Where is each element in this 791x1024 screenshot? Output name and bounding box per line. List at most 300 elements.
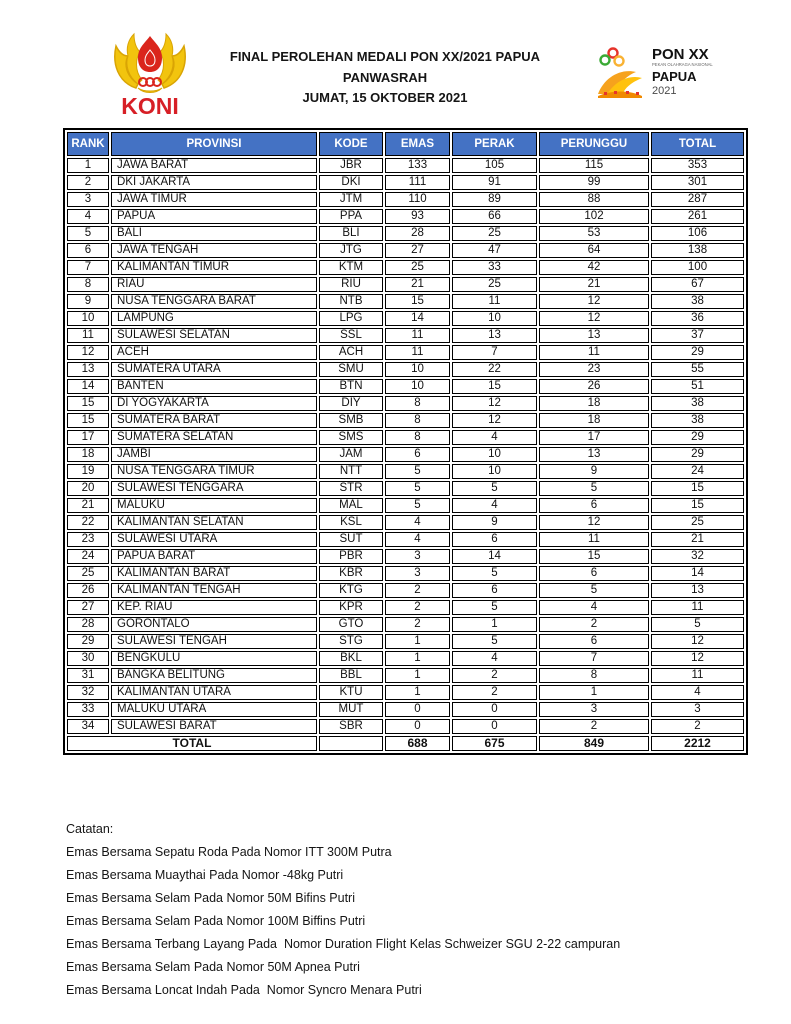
cell-total: 25 [651,515,744,530]
cell-rank: 10 [67,311,109,326]
cell-provinsi: MALUKU UTARA [111,702,317,717]
cell-perunggu: 11 [539,345,649,360]
cell-perak: 66 [452,209,537,224]
cell-perak: 0 [452,702,537,717]
total-total: 2212 [651,736,744,751]
cell-perak: 5 [452,634,537,649]
cell-emas: 1 [385,685,450,700]
cell-emas: 3 [385,549,450,564]
cell-kode: JAM [319,447,383,462]
table-row [67,294,744,309]
cell-kode: STG [319,634,383,649]
notes-list [66,841,746,1002]
cell-kode: MUT [319,702,383,717]
cell-provinsi: JAWA TIMUR [111,192,317,207]
cell-perak: 25 [452,226,537,241]
table-row [67,175,744,190]
cell-total: 106 [651,226,744,241]
cell-perak: 6 [452,532,537,547]
cell-perunggu: 18 [539,413,649,428]
table-row [67,702,744,717]
cell-emas: 5 [385,498,450,513]
cell-total: 11 [651,668,744,683]
cell-perak: 13 [452,328,537,343]
cell-provinsi: KALIMANTAN TENGAH [111,583,317,598]
cell-perak: 12 [452,413,537,428]
cell-perak: 5 [452,600,537,615]
cell-kode: BTN [319,379,383,394]
cell-total: 11 [651,600,744,615]
cell-total: 287 [651,192,744,207]
note-line: Emas Bersama Selam Pada Nomor 50M Bifins Putri [66,891,355,905]
table-row [67,226,744,241]
cell-total: 2 [651,719,744,734]
notes-heading: Catatan: [66,822,114,836]
cell-total: 4 [651,685,744,700]
cell-perunggu: 9 [539,464,649,479]
cell-emas: 14 [385,311,450,326]
cell-emas: 1 [385,668,450,683]
cell-provinsi: JAWA TENGAH [111,243,317,258]
total-perak: 675 [452,736,537,751]
cell-emas: 1 [385,651,450,666]
cell-emas: 21 [385,277,450,292]
cell-rank: 24 [67,549,109,564]
cell-emas: 5 [385,481,450,496]
total-label: TOTAL [67,736,317,751]
cell-total: 67 [651,277,744,292]
cell-emas: 111 [385,175,450,190]
cell-rank: 20 [67,481,109,496]
cell-total: 15 [651,481,744,496]
table-row [67,668,744,683]
cell-rank: 4 [67,209,109,224]
cell-kode: BBL [319,668,383,683]
cell-emas: 27 [385,243,450,258]
cell-rank: 28 [67,617,109,632]
total-perunggu: 849 [539,736,649,751]
cell-total: 12 [651,651,744,666]
cell-total: 37 [651,328,744,343]
cell-kode: KTM [319,260,383,275]
table-row [67,583,744,598]
note-line: Emas Bersama Loncat Indah Pada Nomor Syncro Menara Putri [66,983,422,997]
cell-provinsi: NUSA TENGGARA BARAT [111,294,317,309]
column-header-kode: KODE [319,132,383,156]
cell-perunggu: 12 [539,311,649,326]
cell-perunggu: 102 [539,209,649,224]
cell-total: 51 [651,379,744,394]
cell-perunggu: 23 [539,362,649,377]
cell-rank: 19 [67,464,109,479]
cell-kode: KPR [319,600,383,615]
cell-perunggu: 6 [539,498,649,513]
cell-emas: 11 [385,345,450,360]
cell-emas: 8 [385,396,450,411]
cell-rank: 3 [67,192,109,207]
cell-provinsi: SUMATERA UTARA [111,362,317,377]
cell-total: 3 [651,702,744,717]
cell-perak: 6 [452,583,537,598]
table-row [67,379,744,394]
cell-rank: 5 [67,226,109,241]
cell-kode: GTO [319,617,383,632]
cell-emas: 4 [385,532,450,547]
cell-emas: 2 [385,583,450,598]
koni-logo-text: KONI [121,93,179,119]
column-header-provinsi: PROVINSI [111,132,317,156]
cell-perak: 7 [452,345,537,360]
cell-total: 261 [651,209,744,224]
cell-emas: 10 [385,362,450,377]
cell-provinsi: SULAWESI TENGAH [111,634,317,649]
table-row [67,243,744,258]
cell-total: 14 [651,566,744,581]
note-line: Emas Bersama Muaythai Pada Nomor -48kg Putri [66,868,344,882]
cell-rank: 17 [67,430,109,445]
table-row [67,362,744,377]
medal-table [63,128,748,755]
cell-provinsi: RIAU [111,277,317,292]
cell-perak: 91 [452,175,537,190]
table-row [67,328,744,343]
cell-kode: SMB [319,413,383,428]
cell-emas: 1 [385,634,450,649]
total-emas: 688 [385,736,450,751]
column-header-emas: EMAS [385,132,450,156]
cell-perunggu: 2 [539,617,649,632]
cell-rank: 8 [67,277,109,292]
table-row [67,651,744,666]
cell-kode: RIU [319,277,383,292]
cell-emas: 8 [385,430,450,445]
medal-table-body [67,158,744,751]
cell-perunggu: 12 [539,294,649,309]
cell-rank: 9 [67,294,109,309]
cell-rank: 33 [67,702,109,717]
cell-perak: 9 [452,515,537,530]
table-row [67,396,744,411]
cell-perak: 0 [452,719,537,734]
cell-provinsi: BANGKA BELITUNG [111,668,317,683]
cell-emas: 4 [385,515,450,530]
cell-rank: 6 [67,243,109,258]
cell-perunggu: 115 [539,158,649,173]
cell-kode: JTG [319,243,383,258]
cell-kode: SMU [319,362,383,377]
cell-perak: 1 [452,617,537,632]
cell-perak: 10 [452,311,537,326]
note-line: Emas Bersama Sepatu Roda Pada Nomor ITT 300M Putra [66,845,392,859]
cell-perunggu: 99 [539,175,649,190]
cell-emas: 28 [385,226,450,241]
cell-rank: 30 [67,651,109,666]
cell-emas: 5 [385,464,450,479]
cell-perunggu: 64 [539,243,649,258]
cell-total: 138 [651,243,744,258]
cell-rank: 22 [67,515,109,530]
cell-perunggu: 13 [539,328,649,343]
cell-total: 13 [651,583,744,598]
cell-kode: KSL [319,515,383,530]
cell-perunggu: 6 [539,566,649,581]
cell-kode: PPA [319,209,383,224]
cell-provinsi: GORONTALO [111,617,317,632]
cell-perunggu: 5 [539,583,649,598]
cell-provinsi: SUMATERA BARAT [111,413,317,428]
notes-section [66,818,746,1002]
cell-perunggu: 5 [539,481,649,496]
cell-rank: 27 [67,600,109,615]
cell-perak: 12 [452,396,537,411]
cell-total: 29 [651,430,744,445]
table-row [67,685,744,700]
cell-provinsi: KALIMANTAN SELATAN [111,515,317,530]
cell-perunggu: 7 [539,651,649,666]
cell-kode: KTG [319,583,383,598]
table-row [67,515,744,530]
cell-perak: 5 [452,566,537,581]
column-header-total: TOTAL [651,132,744,156]
table-total-row [67,736,744,751]
cell-total: 29 [651,345,744,360]
cell-provinsi: PAPUA BARAT [111,549,317,564]
table-row [67,617,744,632]
cell-total: 55 [651,362,744,377]
cell-kode: NTT [319,464,383,479]
cell-total: 100 [651,260,744,275]
note-line: Emas Bersama Selam Pada Nomor 100M Biffins Putri [66,914,366,928]
table-row [67,481,744,496]
cell-kode: JTM [319,192,383,207]
cell-kode: BLI [319,226,383,241]
cell-perak: 33 [452,260,537,275]
cell-rank: 26 [67,583,109,598]
cell-perak: 4 [452,651,537,666]
cell-provinsi: KALIMANTAN BARAT [111,566,317,581]
cell-kode: JBR [319,158,383,173]
cell-perak: 25 [452,277,537,292]
cell-rank: 31 [67,668,109,683]
cell-rank: 21 [67,498,109,513]
cell-provinsi: ACEH [111,345,317,360]
cell-rank: 25 [67,566,109,581]
cell-kode: DKI [319,175,383,190]
cell-perunggu: 11 [539,532,649,547]
cell-perak: 105 [452,158,537,173]
table-row [67,209,744,224]
cell-perak: 2 [452,668,537,683]
cell-perunggu: 4 [539,600,649,615]
cell-provinsi: SULAWESI TENGGARA [111,481,317,496]
cell-provinsi: SULAWESI SELATAN [111,328,317,343]
cell-emas: 0 [385,719,450,734]
cell-kode: SSL [319,328,383,343]
cell-perunggu: 17 [539,430,649,445]
note-line: Emas Bersama Terbang Layang Pada Nomor Duration Flight Kelas Schweizer SGU 2-22 campuran [66,937,621,951]
pon-logo-line2: PEKAN OLAHRAGA NASIONAL [652,62,713,67]
cell-total: 353 [651,158,744,173]
cell-emas: 2 [385,600,450,615]
cell-rank: 1 [67,158,109,173]
cell-kode: SBR [319,719,383,734]
cell-perunggu: 13 [539,447,649,462]
note-line: Emas Bersama Selam Pada Nomor 50M Apnea Putri [66,960,360,974]
cell-rank: 15 [67,396,109,411]
cell-perunggu: 1 [539,685,649,700]
cell-rank: 34 [67,719,109,734]
cell-provinsi: KALIMANTAN UTARA [111,685,317,700]
table-row [67,549,744,564]
cell-provinsi: KEP. RIAU [111,600,317,615]
cell-total: 38 [651,413,744,428]
cell-provinsi: DI YOGYAKARTA [111,396,317,411]
cell-provinsi: MALUKU [111,498,317,513]
table-row [67,430,744,445]
cell-total: 38 [651,294,744,309]
cell-perunggu: 42 [539,260,649,275]
cell-rank: 2 [67,175,109,190]
cell-emas: 10 [385,379,450,394]
cell-rank: 18 [67,447,109,462]
cell-total: 15 [651,498,744,513]
title-line-3: JUMAT, 15 OKTOBER 2021 [302,90,468,105]
column-header-rank: RANK [67,132,109,156]
table-row [67,566,744,581]
cell-provinsi: NUSA TENGGARA TIMUR [111,464,317,479]
cell-perunggu: 12 [539,515,649,530]
cell-perunggu: 53 [539,226,649,241]
cell-emas: 6 [385,447,450,462]
table-row [67,532,744,547]
cell-kode: STR [319,481,383,496]
cell-total: 32 [651,549,744,564]
cell-provinsi: JAMBI [111,447,317,462]
cell-perak: 89 [452,192,537,207]
cell-rank: 15 [67,413,109,428]
cell-provinsi: JAWA BARAT [111,158,317,173]
cell-perunggu: 15 [539,549,649,564]
cell-perunggu: 2 [539,719,649,734]
pon-xx-logo [596,42,732,108]
cell-kode: KBR [319,566,383,581]
cell-perak: 5 [452,481,537,496]
cell-perak: 14 [452,549,537,564]
medal-table-header-row [67,132,744,156]
cell-rank: 11 [67,328,109,343]
cell-perunggu: 3 [539,702,649,717]
cell-emas: 25 [385,260,450,275]
cell-kode: SMS [319,430,383,445]
cell-perak: 11 [452,294,537,309]
table-row [67,158,744,173]
cell-perak: 10 [452,447,537,462]
cell-rank: 23 [67,532,109,547]
cell-perunggu: 88 [539,192,649,207]
cell-kode: ACH [319,345,383,360]
cell-rank: 29 [67,634,109,649]
cell-kode: SUT [319,532,383,547]
cell-emas: 11 [385,328,450,343]
cell-rank: 13 [67,362,109,377]
cell-total: 12 [651,634,744,649]
cell-provinsi: KALIMANTAN TIMUR [111,260,317,275]
cell-perak: 47 [452,243,537,258]
title-line-1: FINAL PEROLEHAN MEDALI PON XX/2021 PAPUA [229,49,541,64]
pon-logo-line3: PAPUA [652,69,697,84]
column-header-perak: PERAK [452,132,537,156]
cell-emas: 2 [385,617,450,632]
table-row [67,634,744,649]
cell-provinsi: SUMATERA SELATAN [111,430,317,445]
cell-perunggu: 26 [539,379,649,394]
cell-provinsi: PAPUA [111,209,317,224]
cell-total: 21 [651,532,744,547]
cell-perak: 22 [452,362,537,377]
table-row [67,260,744,275]
cell-provinsi: DKI JAKARTA [111,175,317,190]
cell-kode: KTU [319,685,383,700]
cell-kode: LPG [319,311,383,326]
table-row [67,277,744,292]
cell-perak: 2 [452,685,537,700]
table-row [67,464,744,479]
cell-emas: 133 [385,158,450,173]
cell-perunggu: 21 [539,277,649,292]
cell-total: 36 [651,311,744,326]
cell-rank: 12 [67,345,109,360]
column-header-perunggu: PERUNGGU [539,132,649,156]
cell-emas: 3 [385,566,450,581]
table-row [67,311,744,326]
table-row [67,600,744,615]
cell-kode: MAL [319,498,383,513]
cell-provinsi: LAMPUNG [111,311,317,326]
table-row [67,192,744,207]
cell-provinsi: BANTEN [111,379,317,394]
table-row [67,345,744,360]
cell-rank: 14 [67,379,109,394]
cell-kode: NTB [319,294,383,309]
cell-total: 38 [651,396,744,411]
cell-rank: 7 [67,260,109,275]
pon-logo-line4: 2021 [652,85,677,97]
table-row [67,447,744,462]
cell-provinsi: BENGKULU [111,651,317,666]
cell-total: 5 [651,617,744,632]
cell-provinsi: SULAWESI UTARA [111,532,317,547]
cell-perak: 4 [452,498,537,513]
cell-emas: 0 [385,702,450,717]
pon-logo-line1: PON XX [652,46,709,63]
cell-total: 24 [651,464,744,479]
cell-perak: 10 [452,464,537,479]
cell-emas: 8 [385,413,450,428]
cell-total: 301 [651,175,744,190]
cell-kode: PBR [319,549,383,564]
cell-emas: 15 [385,294,450,309]
cell-rank: 32 [67,685,109,700]
title-line-2: PANWASRAH [342,69,428,85]
cell-perunggu: 18 [539,396,649,411]
cell-kode: BKL [319,651,383,666]
cell-emas: 110 [385,192,450,207]
table-row [67,719,744,734]
table-row [67,498,744,513]
table-row [67,413,744,428]
cell-kode: DIY [319,396,383,411]
cell-perak: 4 [452,430,537,445]
